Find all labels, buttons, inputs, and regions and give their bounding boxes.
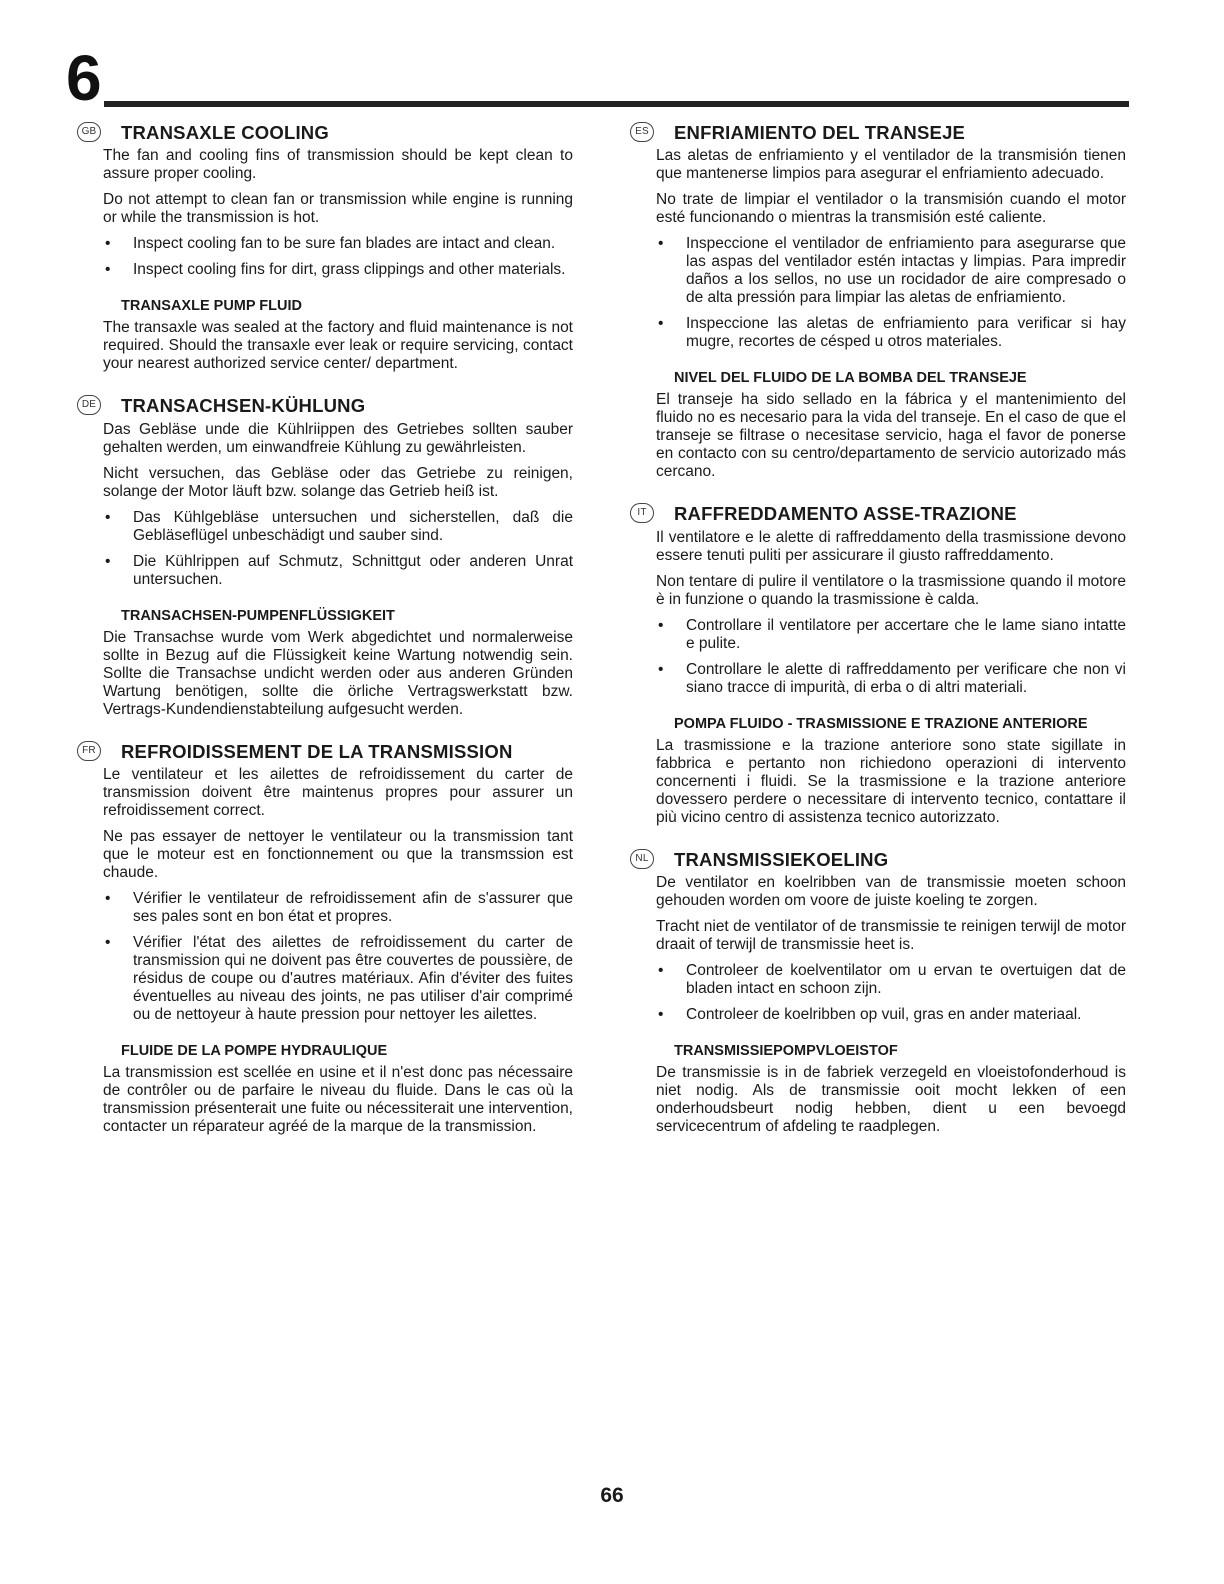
language-badge-icon: IT <box>630 503 654 523</box>
paragraph: Il ventilatore e le alette di raffreddamento della trasmissione devono essere tenuti puliti per assicurare il giusto raffreddamento. <box>656 528 1126 564</box>
list-item-text: Controleer de koelventilator om u ervan te overtuigen dat de bladen intact en schoon zijn. <box>686 961 1126 997</box>
bullet-icon: • <box>105 508 111 526</box>
bullet-list <box>103 890 573 1024</box>
list-item-text: Inspeccione el ventilador de enfriamiento para asegurarse que las aspas del ventilador estén intactas y limpias. Para impredir daños a los sellos, no use un rocidador de aire compresado o de alta pressión para limpiar las aletas de enfriamiento. <box>686 235 1126 307</box>
list-item <box>103 235 573 253</box>
bullet-list <box>656 617 1126 697</box>
paragraph: Ne pas essayer de nettoyer le ventilateur ou la transmission tant que le moteur est en fonctionnement ou que la transmssion est chaude. <box>103 827 573 881</box>
section-title <box>81 122 573 143</box>
bullet-icon: • <box>105 889 111 907</box>
language-badge-icon: FR <box>77 741 101 761</box>
section-title-text: TRANSMISSIEKOELING <box>674 848 889 870</box>
list-item-text: Inspect cooling fan to be sure fan blades are intact and clean. <box>133 235 556 253</box>
bullet-icon: • <box>658 660 664 678</box>
section-title <box>82 740 573 762</box>
list-item-text: Die Kühlrippen auf Schmutz, Schnittgut oder anderen Unrat untersuchen. <box>133 552 573 588</box>
list-item <box>656 315 1126 351</box>
language-badge-icon: NL <box>630 849 654 869</box>
page-number: 66 <box>600 1484 624 1507</box>
list-item <box>103 934 573 1024</box>
header-rule <box>104 101 1129 107</box>
paragraph: The transaxle was sealed at the factory and fluid maintenance is not required. Should the transaxle ever leak or require servicing, contact your nearest authorized service center/ department. <box>103 319 573 373</box>
section-title-text: TRANSAXLE COOLING <box>121 122 329 143</box>
bullet-icon: • <box>658 235 664 253</box>
left-column <box>81 122 573 1158</box>
list-item-text: Controleer de koelribben op vuil, gras en ander materiaal. <box>686 1005 1082 1023</box>
paragraph: Die Transachse wurde vom Werk abgedichtet und normalerweise sollte in Bezug auf die Flüssigkeit keine Wartung notwendig sein. Sollte die Transachse undicht werden oder aus anderen Gründen Wartung benötigen, sollte die örliche Vertragswerkstatt bzw. Vertrags-Kundendienstabteilung aufgesucht werden. <box>103 628 573 718</box>
paragraph: The fan and cooling fins of transmission should be kept clean to assure proper cooling. <box>103 147 573 183</box>
subheading: NIVEL DEL FLUIDO DE LA BOMBA DEL TRANSEJE <box>674 370 1027 387</box>
section-title <box>635 122 1126 143</box>
right-column <box>635 122 1126 1158</box>
paragraph: No trate de limpiar el ventilador o la transmisión cuando el motor esté funcionando o mientras la transmisión esté caliente. <box>656 191 1126 227</box>
bullet-list <box>103 509 573 589</box>
bullet-list <box>103 235 573 279</box>
bullet-icon: • <box>105 261 111 279</box>
paragraph: De ventilator en koelribben van de transmissie moeten schoon gehouden worden om voore de juiste koeling te zorgen. <box>656 873 1126 909</box>
subheading: FLUIDE DE LA POMPE HYDRAULIQUE <box>121 1042 388 1059</box>
list-item <box>656 1006 1126 1024</box>
section-title-text: TRANSACHSEN-KÜHLUNG <box>121 395 366 417</box>
list-item-text: Controllare le alette di raffreddamento per verificare che non vi siano tracce di impurità, di erba o di altri materiali. <box>686 660 1126 696</box>
subheading: TRANSMISSIEPOMPVLOEISTOF <box>674 1042 898 1059</box>
bullet-icon: • <box>658 961 664 979</box>
section-title-text: ENFRIAMIENTO DEL TRANSEJE <box>674 122 966 143</box>
paragraph: De transmissie is in de fabriek verzegeld en vloeistofonderhoud is niet nodig. Als de transmissie ooit mocht lekken of een onderhoudsbeurt nodig hebben, dient u een bevoegd servicecentrum of afdeling te raadplegen. <box>656 1063 1126 1135</box>
list-item-text: Inspeccione las aletas de enfriamiento para verificar si hay mugre, recortes de césped u otros materiales. <box>686 315 1126 351</box>
list-item-text: Vérifier l'état des ailettes de refroidissement du carter de transmission qui ne doivent pas être couvertes de poussière, de résidus de coupe ou d'autres matériaux. Afin d'éviter des fuites éventuelles au niveau des joints, ne pas utiliser d'air comprimé ou de nettoyeur à haute pression pour nettoyer les ailettes. <box>133 933 573 1023</box>
paragraph: Las aletas de enfriamiento y el ventilador de la transmisión tienen que mantenerse limpios para asegurar el enfriamiento adecuado. <box>656 147 1126 183</box>
list-item-text: Vérifier le ventilateur de refroidissement afin de s'assurer que ses pales sont en bon état et propres. <box>133 889 573 925</box>
bullet-list <box>656 962 1126 1024</box>
list-item-text: Das Kühlgebläse untersuchen und sicherstellen, daß die Gebläseflügel unbeschädigt und sauber sind. <box>133 508 573 544</box>
list-item <box>656 962 1126 998</box>
paragraph: Do not attempt to clean fan or transmission while engine is running or while the transmission is hot. <box>103 191 573 227</box>
bullet-icon: • <box>105 235 111 253</box>
bullet-list <box>656 235 1126 351</box>
paragraph: Nicht versuchen, das Gebläse oder das Getriebe zu reinigen, solange der Motor läuft bzw. solange das Getrieb heiß ist. <box>103 464 573 500</box>
section-it <box>637 503 1126 826</box>
section-es <box>635 122 1126 481</box>
section-title <box>637 503 1126 525</box>
section-fr <box>82 740 573 1136</box>
bullet-icon: • <box>105 552 111 570</box>
paragraph: Non tentare di pulire il ventilatore o la trasmissione quando il motore è in funzione o quando la trasmissione è calda. <box>656 572 1126 608</box>
section-title-text: REFROIDISSEMENT DE LA TRANSMISSION <box>121 740 513 762</box>
section-nl <box>635 848 1126 1136</box>
bullet-icon: • <box>658 315 664 333</box>
paragraph: La trasmissione e la trazione anteriore sono state sigillate in fabbrica e pertanto non richiedono operazioni di intervento concernenti i fluidi. Se la trasmissione e la trazione anteriore dovessero perdere o necessitare di intervento tecnico, contattare il più vicino centro di assistenza tecnico autorizzato. <box>656 736 1126 826</box>
subheading: TRANSAXLE PUMP FLUID <box>121 298 302 315</box>
bullet-icon: • <box>658 1005 664 1023</box>
list-item-text: Controllare il ventilatore per accertare che le lame siano intatte e pulite. <box>686 616 1126 652</box>
list-item <box>656 235 1126 307</box>
list-item <box>103 553 573 589</box>
list-item <box>656 661 1126 697</box>
section-de <box>81 395 573 718</box>
paragraph: Tracht niet de ventilator of de transmissie te reinigen terwijl de motor draait of terwijl de transmissie heet is. <box>656 917 1126 953</box>
language-badge-icon: ES <box>630 122 654 142</box>
language-badge-icon: GB <box>77 122 101 142</box>
list-item <box>656 617 1126 653</box>
list-item <box>103 261 573 279</box>
language-badge-icon: DE <box>77 395 101 415</box>
subheading: TRANSACHSEN-PUMPENFLÜSSIGKEIT <box>121 607 395 624</box>
list-item <box>103 890 573 926</box>
bullet-icon: • <box>658 616 664 634</box>
paragraph: Das Gebläse unde die Kühlriippen des Getriebes sollten sauber gehalten werden, um einwandfreie Kühlung zu gewährleisten. <box>103 420 573 456</box>
section-title-text: RAFFREDDAMENTO ASSE-TRAZIONE <box>674 503 1017 525</box>
paragraph: El transeje ha sido sellado en la fábrica y el mantenimiento del fluido no es necesario para la vida del transeje. En el caso de que el transeje se filtrase o necesitase servicio, haga el favor de ponerse en contacto con su centro/departamento de servicio autorizado más cercano. <box>656 391 1126 481</box>
bullet-icon: • <box>105 933 111 951</box>
section-title <box>635 848 1126 870</box>
paragraph: Le ventilateur et les ailettes de refroidissement du carter de transmission doivent être maintenus propres pour assurer un refroidissement correct. <box>103 765 573 819</box>
section-gb <box>81 122 573 373</box>
list-item <box>103 509 573 545</box>
paragraph: La transmission est scellée en usine et il n'est donc pas nécessaire de contrôler ou de parfaire le niveau du fluide. Dans le cas où la transmission présenterait une fuite ou nécessiterait une intervention, contacter un réparateur agréé de la marque de la transmission. <box>103 1063 573 1135</box>
chapter-number: 6 <box>66 42 101 114</box>
section-title <box>81 395 573 417</box>
list-item-text: Inspect cooling fins for dirt, grass clippings and other materials. <box>133 261 566 279</box>
subheading: POMPA FLUIDO - TRASMISSIONE E TRAZIONE ANTERIORE <box>674 715 1088 732</box>
